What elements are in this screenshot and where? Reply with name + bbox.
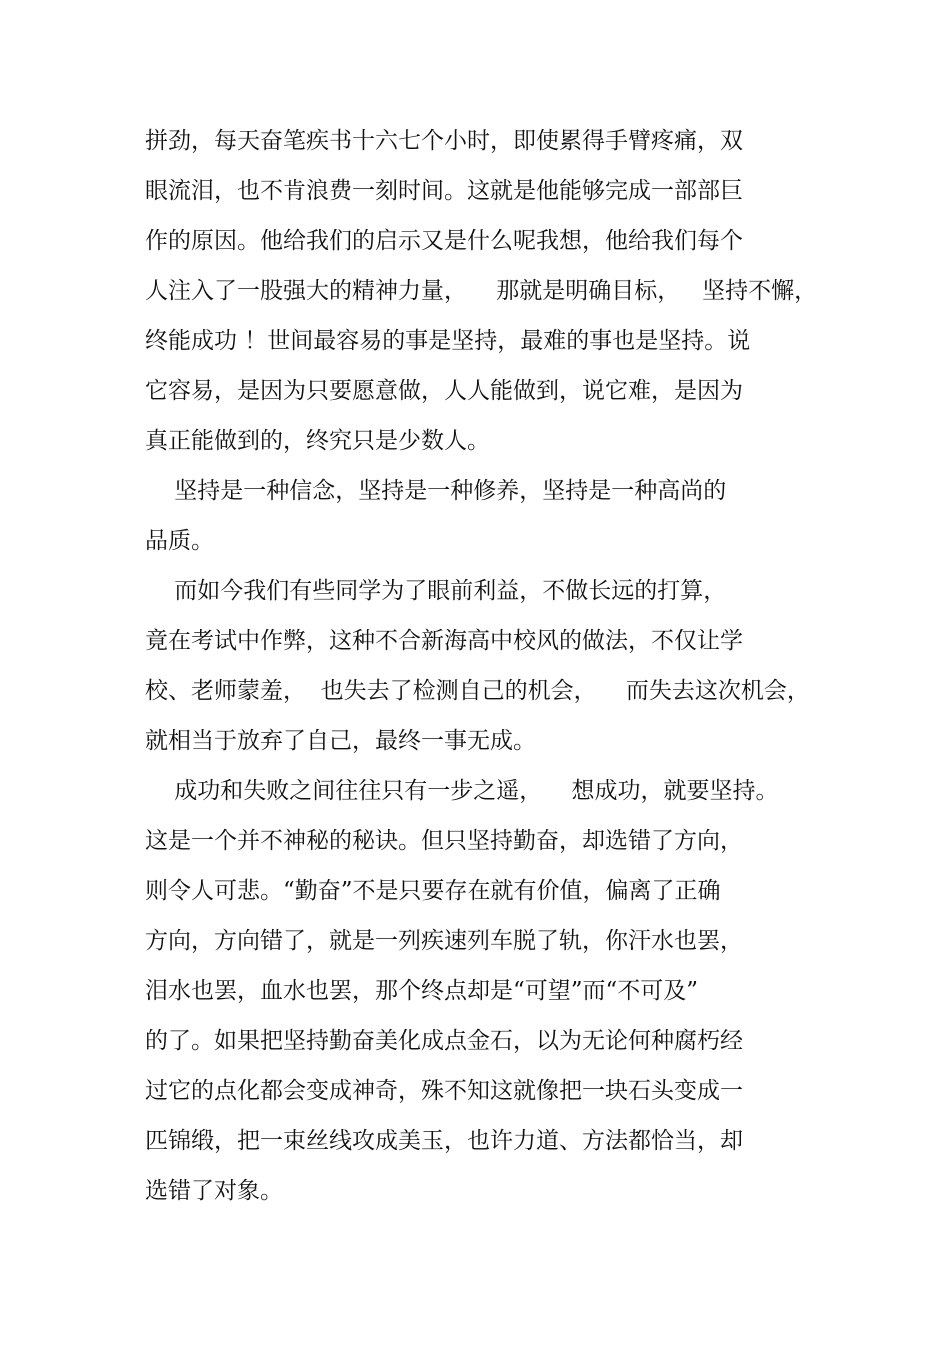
text-line: 泪水也罢，血水也罢，那个终点却是“可望”而“不可及”: [145, 978, 699, 1004]
text-line: 校、老师蒙羞， 也失去了检测自己的机会， 而失去这次机会，: [145, 678, 810, 704]
text-line: 这是一个并不神秘的秘诀。但只坚持勤奋，却选错了方向，: [145, 828, 743, 854]
text-line: 眼流泪，也不肯浪费一刻时间。这就是他能够完成一部部巨: [145, 178, 743, 204]
text-line: 的了。如果把坚持勤奋美化成点金石，以为无论何种腐朽经: [145, 1028, 743, 1054]
text-line: 过它的点化都会变成神奇，殊不知这就像把一块石头变成一: [145, 1078, 743, 1104]
text-line: 坚持是一种信念，坚持是一种修养，坚持是一种高尚的: [145, 478, 727, 504]
text-line: 真正能做到的，终究只是少数人。: [145, 428, 490, 454]
text-line: 终能成功 ！世间最容易的事是坚持，最难的事也是坚持。说: [145, 328, 751, 354]
text-line: 成功和失败之间往往只有一步之遥， 想成功，就要坚持。: [145, 778, 779, 804]
text-line: 就相当于放弃了自己，最终一事无成。: [145, 728, 536, 754]
text-line: 品质。: [145, 528, 214, 554]
text-line: 竟在考试中作弊，这种不合新海高中校风的做法，不仅让学: [145, 628, 743, 654]
text-line: 而如今我们有些同学为了眼前利益，不做长远的打算，: [145, 578, 727, 604]
text-line: 方向，方向错了，就是一列疾速列车脱了轨，你汗水也罢，: [145, 928, 743, 954]
body-text: [145, 123, 825, 1223]
text-line: 则令人可悲。“勤奋”不是只要存在就有价值，偏离了正确: [145, 878, 721, 904]
text-line: 拼劲，每天奋笔疾书十六七个小时，即使累得手臂疼痛，双: [145, 128, 743, 154]
text-line: 人注入了一股强大的精神力量， 那就是明确目标， 坚持不懈，: [145, 278, 818, 304]
text-line: 选错了对象。: [145, 1178, 283, 1204]
text-line: 匹锦缎，把一束丝线攻成美玉，也许力道、方法都恰当，却: [145, 1128, 743, 1154]
text-line: 作的原因。他给我们的启示又是什么呢我想，他给我们每个: [145, 228, 743, 254]
text-line: 它容易，是因为只要愿意做，人人能做到，说它难，是因为: [145, 378, 743, 404]
